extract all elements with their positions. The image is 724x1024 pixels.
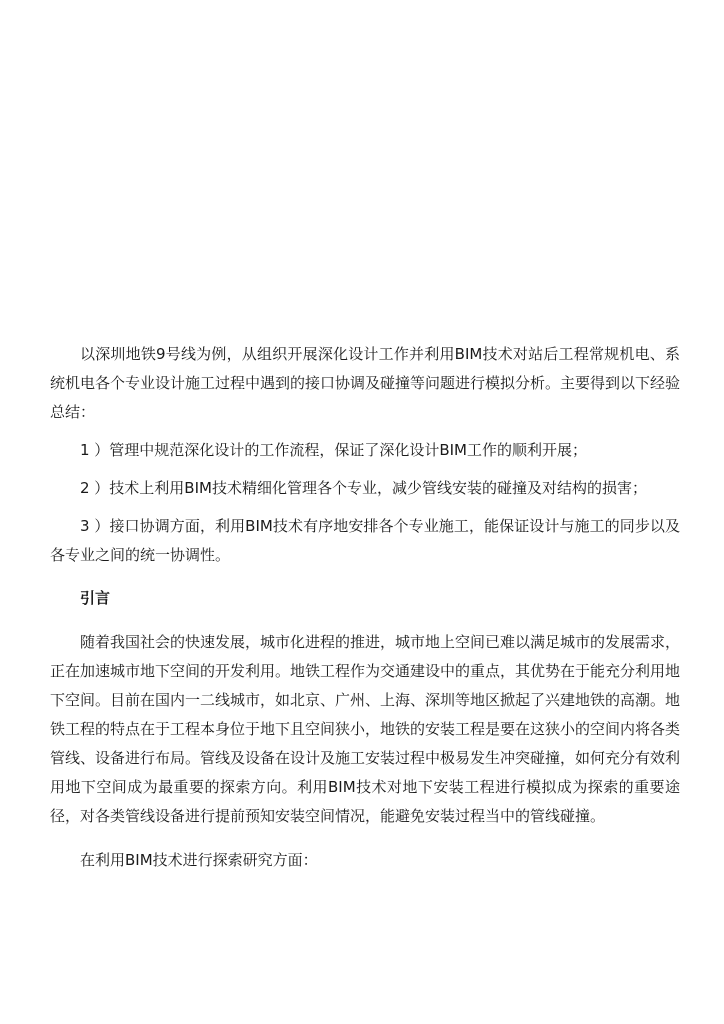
introduction-paragraph: 随着我国社会的快速发展，城市化进程的推进，城市地上空间已难以满足城市的发展需求，正在加速城市地下空间的开发利用。地铁工程作为交通建设中的重点，其优势在于能充分利用地下空间。目前在国内一二线城市，如北京、广州、上海、深圳等地区掀起了兴建地铁的高潮。地铁工程的特点在于工程本身位于地下且空间狭小，地铁的安装工程是要在这狭小的空间内将各类管线、设备进行布局。管线及设备在设计及施工安装过程中极易发生冲突碰撞，如何充分有效利用地下空间成为最重要的探索方向。利用BIM技术对地下安装工程进行模拟成为探索的重要途径，对各类管线设备进行提前预知安装空间情况，能避免安装过程当中的管线碰撞。 <box>50 633 681 825</box>
summary-point-2: 2 ）技术上利用BIM技术精细化管理各个专业，减少管线安装的碰撞及对结构的损害； <box>80 479 647 497</box>
summary-paragraph: 以深圳地铁9号线为例，从组织开展深化设计工作并利用BIM技术对站后工程常规机电、系统机电各个专业设计施工过程中遇到的接口协调及碰撞等问题进行模拟分析。主要得到以下经验总结： <box>50 345 681 421</box>
summary-point-3: 3 ）接口协调方面，利用BIM技术有序地安排各个专业施工，能保证设计与施工的同步以及各专业之间的统一协调性。 <box>50 517 680 564</box>
research-lead-line: 在利用BIM技术进行探索研究方面： <box>80 851 318 869</box>
summary-point-1: 1 ）管理中规范深化设计的工作流程，保证了深化设计BIM工作的顺利开展； <box>80 441 587 459</box>
section-heading-introduction: 引言 <box>80 589 111 607</box>
document-body <box>50 340 680 875</box>
